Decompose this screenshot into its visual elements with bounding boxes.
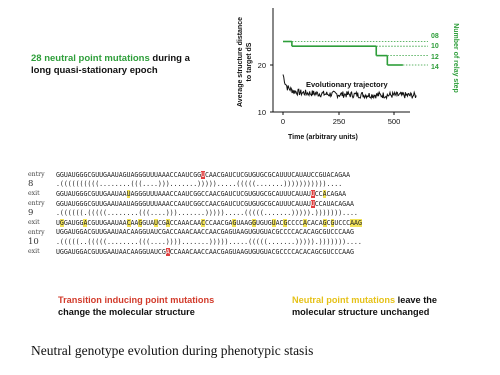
transition-mutation: A: [165, 247, 170, 256]
y-tick-label-10: 10: [257, 108, 266, 117]
neutral-mutation: C: [126, 218, 131, 227]
note-highlight: 28 neutral point mutations: [31, 53, 150, 64]
neutral-mutations-note: [31, 53, 206, 77]
sequence-segment: CAACGAUCUCGUGUGCGCAUUUCAUAUCCGUACAGAA: [204, 170, 351, 179]
x-tick-label-250: 250: [332, 117, 346, 126]
neutral-mutation: G: [59, 218, 64, 227]
caption-transition: [58, 295, 268, 318]
sequence-segment: CC: [314, 189, 323, 198]
sequence-row: [28, 189, 362, 199]
sequence-segment: AC: [275, 218, 284, 227]
sequence-row-label: 10: [28, 236, 39, 247]
y-axis-label-1: Average structure distance: [237, 17, 244, 107]
trajectory-label: Evolutionary trajectory: [306, 80, 388, 89]
neutral-mutation: U: [126, 189, 131, 198]
sequence-text: [56, 248, 354, 256]
relay-steps: [283, 42, 428, 66]
sequence-segment: CCAUACAGAA: [314, 199, 354, 208]
sequence-text: [56, 228, 354, 236]
sequence-segment: UGGAUGGACGUUGAAUAACAAGGUAUCG: [56, 247, 166, 256]
sequence-segment: .((((((.(((((........(((....))).......))))).....(((((.......))))).)))))))....: [56, 209, 358, 218]
x-axis-label: Time (arbitrary units): [288, 134, 358, 141]
neutral-mutation: U: [154, 218, 158, 227]
relay-label-14: 14: [431, 64, 439, 71]
caption-neutral: [292, 295, 492, 318]
sequence-segment: GUA: [142, 218, 155, 227]
sequence-segment: GGUAUGGGCGUUGAAUAA: [56, 189, 127, 198]
sequence-segment: GGUAUGGGCGUUGAAUAAUAGGGUUUAAACCAAUCGGCCAACGAUCUCGUGUGCGCAUUUCAUAU: [56, 199, 311, 208]
sequence-segment: GGUAUGGGCGUUGAAUAGUAGGGUUUAAACCAAUCGG: [56, 170, 202, 179]
sequence-row-label: entry: [28, 228, 45, 236]
x-tick-label-500: 500: [387, 117, 401, 126]
note-text: during a long quasi-stationary epoch: [31, 53, 190, 76]
neutral-mutation: A: [165, 218, 170, 227]
sequence-segment: CGUUGAAUAA: [87, 218, 127, 227]
sequence-segment: CCAACGA: [205, 218, 233, 227]
neutral-mutation: G: [322, 218, 327, 227]
transition-mutation: U: [201, 170, 205, 179]
neutral-mutation: U: [271, 218, 276, 227]
sequence-row-label: exit: [28, 190, 40, 198]
relay-step-axis-label: Number of relay step: [452, 23, 459, 93]
neutral-mutation: C: [201, 218, 205, 227]
sequence-row-label: entry: [28, 171, 45, 179]
sequence-row: [28, 208, 362, 218]
sequence-segment: UCCC: [334, 218, 351, 227]
sequence-row-label: exit: [28, 248, 40, 256]
x-tick-label-0: 0: [280, 117, 286, 126]
caption-transition-line1: Transition inducing point mutations: [58, 295, 215, 305]
sequence-segment: AGGGUUUAAACCAAUCGGCCAACGAUCUCGUGUGCGCAUUUCAUAU: [130, 189, 311, 198]
sequence-row: [28, 170, 362, 180]
sequence-segment: CCAAACAA: [169, 218, 202, 227]
sequence-segment: UAAG: [236, 218, 253, 227]
neutral-mutation: A: [83, 218, 88, 227]
sequence-row-label: exit: [28, 219, 40, 227]
relay-label-10: 10: [431, 43, 439, 50]
sequence-row: [28, 247, 362, 257]
relay-label-12: 12: [431, 54, 439, 61]
relay-label-08: 08: [431, 33, 439, 40]
sequence-segment: .((((((((((........(((....))).......))))).....(((((.......)))))))))))....: [56, 180, 343, 189]
sequence-row: [28, 180, 362, 190]
sequence-text: [56, 209, 358, 217]
sequence-segment: GAUGG: [63, 218, 84, 227]
y-tick-label-20: 20: [257, 61, 266, 70]
sequence-segment: AA: [130, 218, 139, 227]
caption-neutral-line2: molecular structure unchanged: [292, 306, 430, 317]
sequence-row: [28, 228, 362, 238]
caption-neutral-rest: leave the: [395, 295, 437, 305]
sequence-segment: CG: [157, 218, 166, 227]
neutral-mutation: A: [322, 189, 327, 198]
sequence-text: [56, 180, 342, 188]
neutral-mutation: G: [330, 218, 335, 227]
slide-title: Neutral genotype evolution during phenotypic stasis: [31, 343, 314, 358]
transition-mutation: U: [310, 199, 315, 208]
caption-transition-line2: change the molecular structure: [58, 306, 195, 317]
sequence-segment: UGUG: [255, 218, 272, 227]
sequence-text: [56, 190, 346, 198]
sequence-segment: C: [326, 218, 331, 227]
sequence-row: [28, 218, 362, 228]
sequence-row: [28, 199, 362, 209]
caption-neutral-highlight: Neutral point mutations: [292, 295, 396, 305]
sequence-segment: CAGAA: [326, 189, 347, 198]
sequence-text: [56, 219, 362, 227]
sequence-row-label: entry: [28, 200, 45, 208]
sequence-row-label: 9: [28, 208, 34, 219]
neutral-mutation: G: [138, 218, 143, 227]
evolution-chart: [228, 0, 500, 150]
neutral-mutation: G: [232, 218, 237, 227]
sequence-row: [28, 237, 362, 247]
sequence-segment: CCAAACAACCAACGAGUAAGUGUGUACGCCCCACACAGCGUCCCAAG: [169, 247, 354, 256]
sequence-segment: .(((((..(((((........(((....)))).......))))).....(((((.......))))).)))))))....: [56, 237, 362, 246]
sequence-segment: CACA: [306, 218, 323, 227]
sequence-alignment: [28, 170, 362, 256]
neutral-mutation: AAG: [350, 218, 362, 227]
sequence-text: [56, 200, 354, 208]
sequence-text: [56, 171, 350, 179]
neutral-mutation: G: [252, 218, 256, 227]
sequence-segment: U: [56, 218, 60, 227]
neutral-mutation: G: [283, 218, 288, 227]
sequence-row-label: 8: [28, 179, 34, 190]
sequence-text: [56, 238, 362, 246]
y-axis-label-2: to target dS: [246, 42, 253, 82]
sequence-segment: UGGAUGGACGUUGAAUAACAAGGUAUCGACCAAACAACCAACGAGUAAGUGUGUACGCCCCACACAGCGUCCCAAG: [56, 228, 354, 237]
neutral-mutation: A: [303, 218, 307, 227]
transition-mutation: U: [310, 189, 315, 198]
sequence-segment: CCCC: [287, 218, 304, 227]
